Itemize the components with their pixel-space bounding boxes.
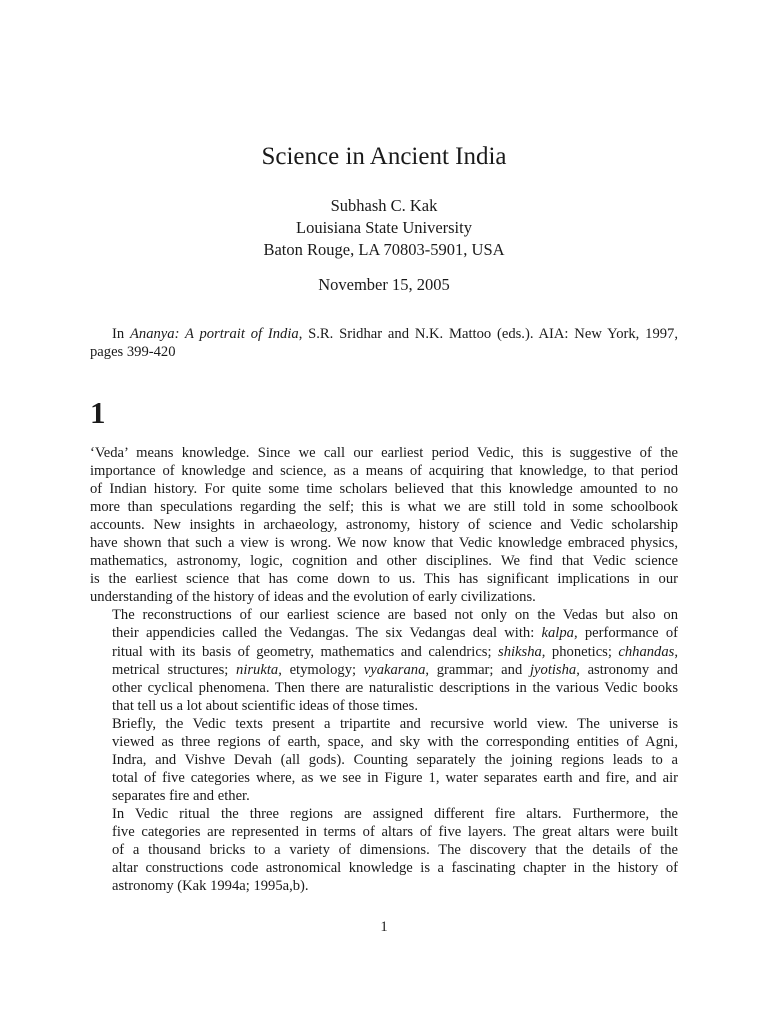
citation-details: , S.R. Sridhar and N.K. Mattoo (eds.). AIA: New York, 1997, pages 399-420 <box>90 326 678 360</box>
paragraph-line: importance of knowledge and science, as a means of acquiring that knowledge, to that period <box>90 463 678 480</box>
paragraph-line: ‘Veda’ means knowledge. Since we call our earliest period Vedic, this is suggestive of the <box>90 445 678 461</box>
paragraph-line: that tell us a lot about scientific ideas of those times. <box>112 697 418 714</box>
paragraph <box>90 444 678 606</box>
paragraph-line: is the earliest science that has come down to us. This has significant implications in our <box>90 571 678 588</box>
paragraph-line: ritual with its basis of geometry, mathematics and calendrics; shiksha, phonetics; chhandas, <box>112 643 678 660</box>
paragraph-line: viewed as three regions of earth, space, and sky with the corresponding entities of Agni, <box>112 733 678 750</box>
citation-prefix: In <box>112 326 130 342</box>
paragraph-line: The reconstructions of our earliest science are based not only on the Vedas but also on <box>112 607 678 624</box>
paper-title: Science in Ancient India <box>261 143 507 170</box>
paragraph-line: altar constructions code astronomical knowledge is a fascinating chapter in the history of <box>112 860 678 877</box>
paragraph-line: total of five categories where, as we see in Figure 1, water separates earth and fire, and air <box>112 769 678 786</box>
paragraph-line: Briefly, the Vedic texts present a tripartite and recursive world view. The universe is <box>112 715 678 732</box>
paragraph-line: of Indian history. For quite some time scholars believed that this knowledge amounted to no <box>90 481 678 498</box>
paragraph-line: of a thousand bricks to a variety of dimensions. The discovery that the details of the <box>112 842 678 859</box>
author-address: Baton Rouge, LA 70803-5901, USA <box>263 240 505 259</box>
paragraph <box>90 606 678 714</box>
paragraph-line: more than speculations regarding the self; this is what we are still told in some schoolbook <box>90 499 678 516</box>
citation-note <box>90 325 678 361</box>
page-number: 1 <box>380 919 388 935</box>
paragraph-line: astronomy (Kak 1994a; 1995a,b). <box>112 878 309 895</box>
paragraph-line: five categories are represented in terms of altars of five layers. The great altars were built <box>112 823 678 840</box>
paragraph-line: mathematics, astronomy, logic, cognition and other disciplines. We find that Vedic science <box>90 553 678 570</box>
paragraph-line: In Vedic ritual the three regions are assigned different fire altars. Furthermore, the <box>112 805 678 822</box>
paragraph-line: their appendicies called the Vedangas. The six Vedangas deal with: kalpa, performance of <box>112 625 678 642</box>
author-affiliation: Louisiana State University <box>296 218 472 237</box>
author-block <box>0 195 768 261</box>
paragraph <box>90 715 678 805</box>
paragraph <box>90 805 678 895</box>
paragraph-line: Indra, and Vishve Devah (all gods). Counting separately the joining regions leads to a <box>112 751 678 768</box>
paper-date: November 15, 2005 <box>318 275 450 294</box>
paragraph-line: understanding of the history of ideas and the evolution of early civilizations. <box>90 589 536 606</box>
citation-book-title: Ananya: A portrait of India <box>129 326 299 342</box>
paragraph-line: have shown that such a view is wrong. We now know that Vedic knowledge embraced physics, <box>90 535 678 552</box>
author-name: Subhash C. Kak <box>330 196 438 215</box>
paragraph-line: separates fire and ether. <box>112 787 250 804</box>
paragraph-line: other cyclical phenomena. Then there are naturalistic descriptions in the various Vedic books <box>112 679 678 696</box>
paragraph-line: metrical structures; nirukta, etymology; vyakarana, grammar; and jyotisha, astronomy and <box>112 661 678 678</box>
section-body <box>90 444 678 895</box>
paragraph-line: accounts. New insights in archaeology, astronomy, history of science and Vedic scholarship <box>90 517 678 534</box>
section-heading: 1 <box>90 395 106 430</box>
